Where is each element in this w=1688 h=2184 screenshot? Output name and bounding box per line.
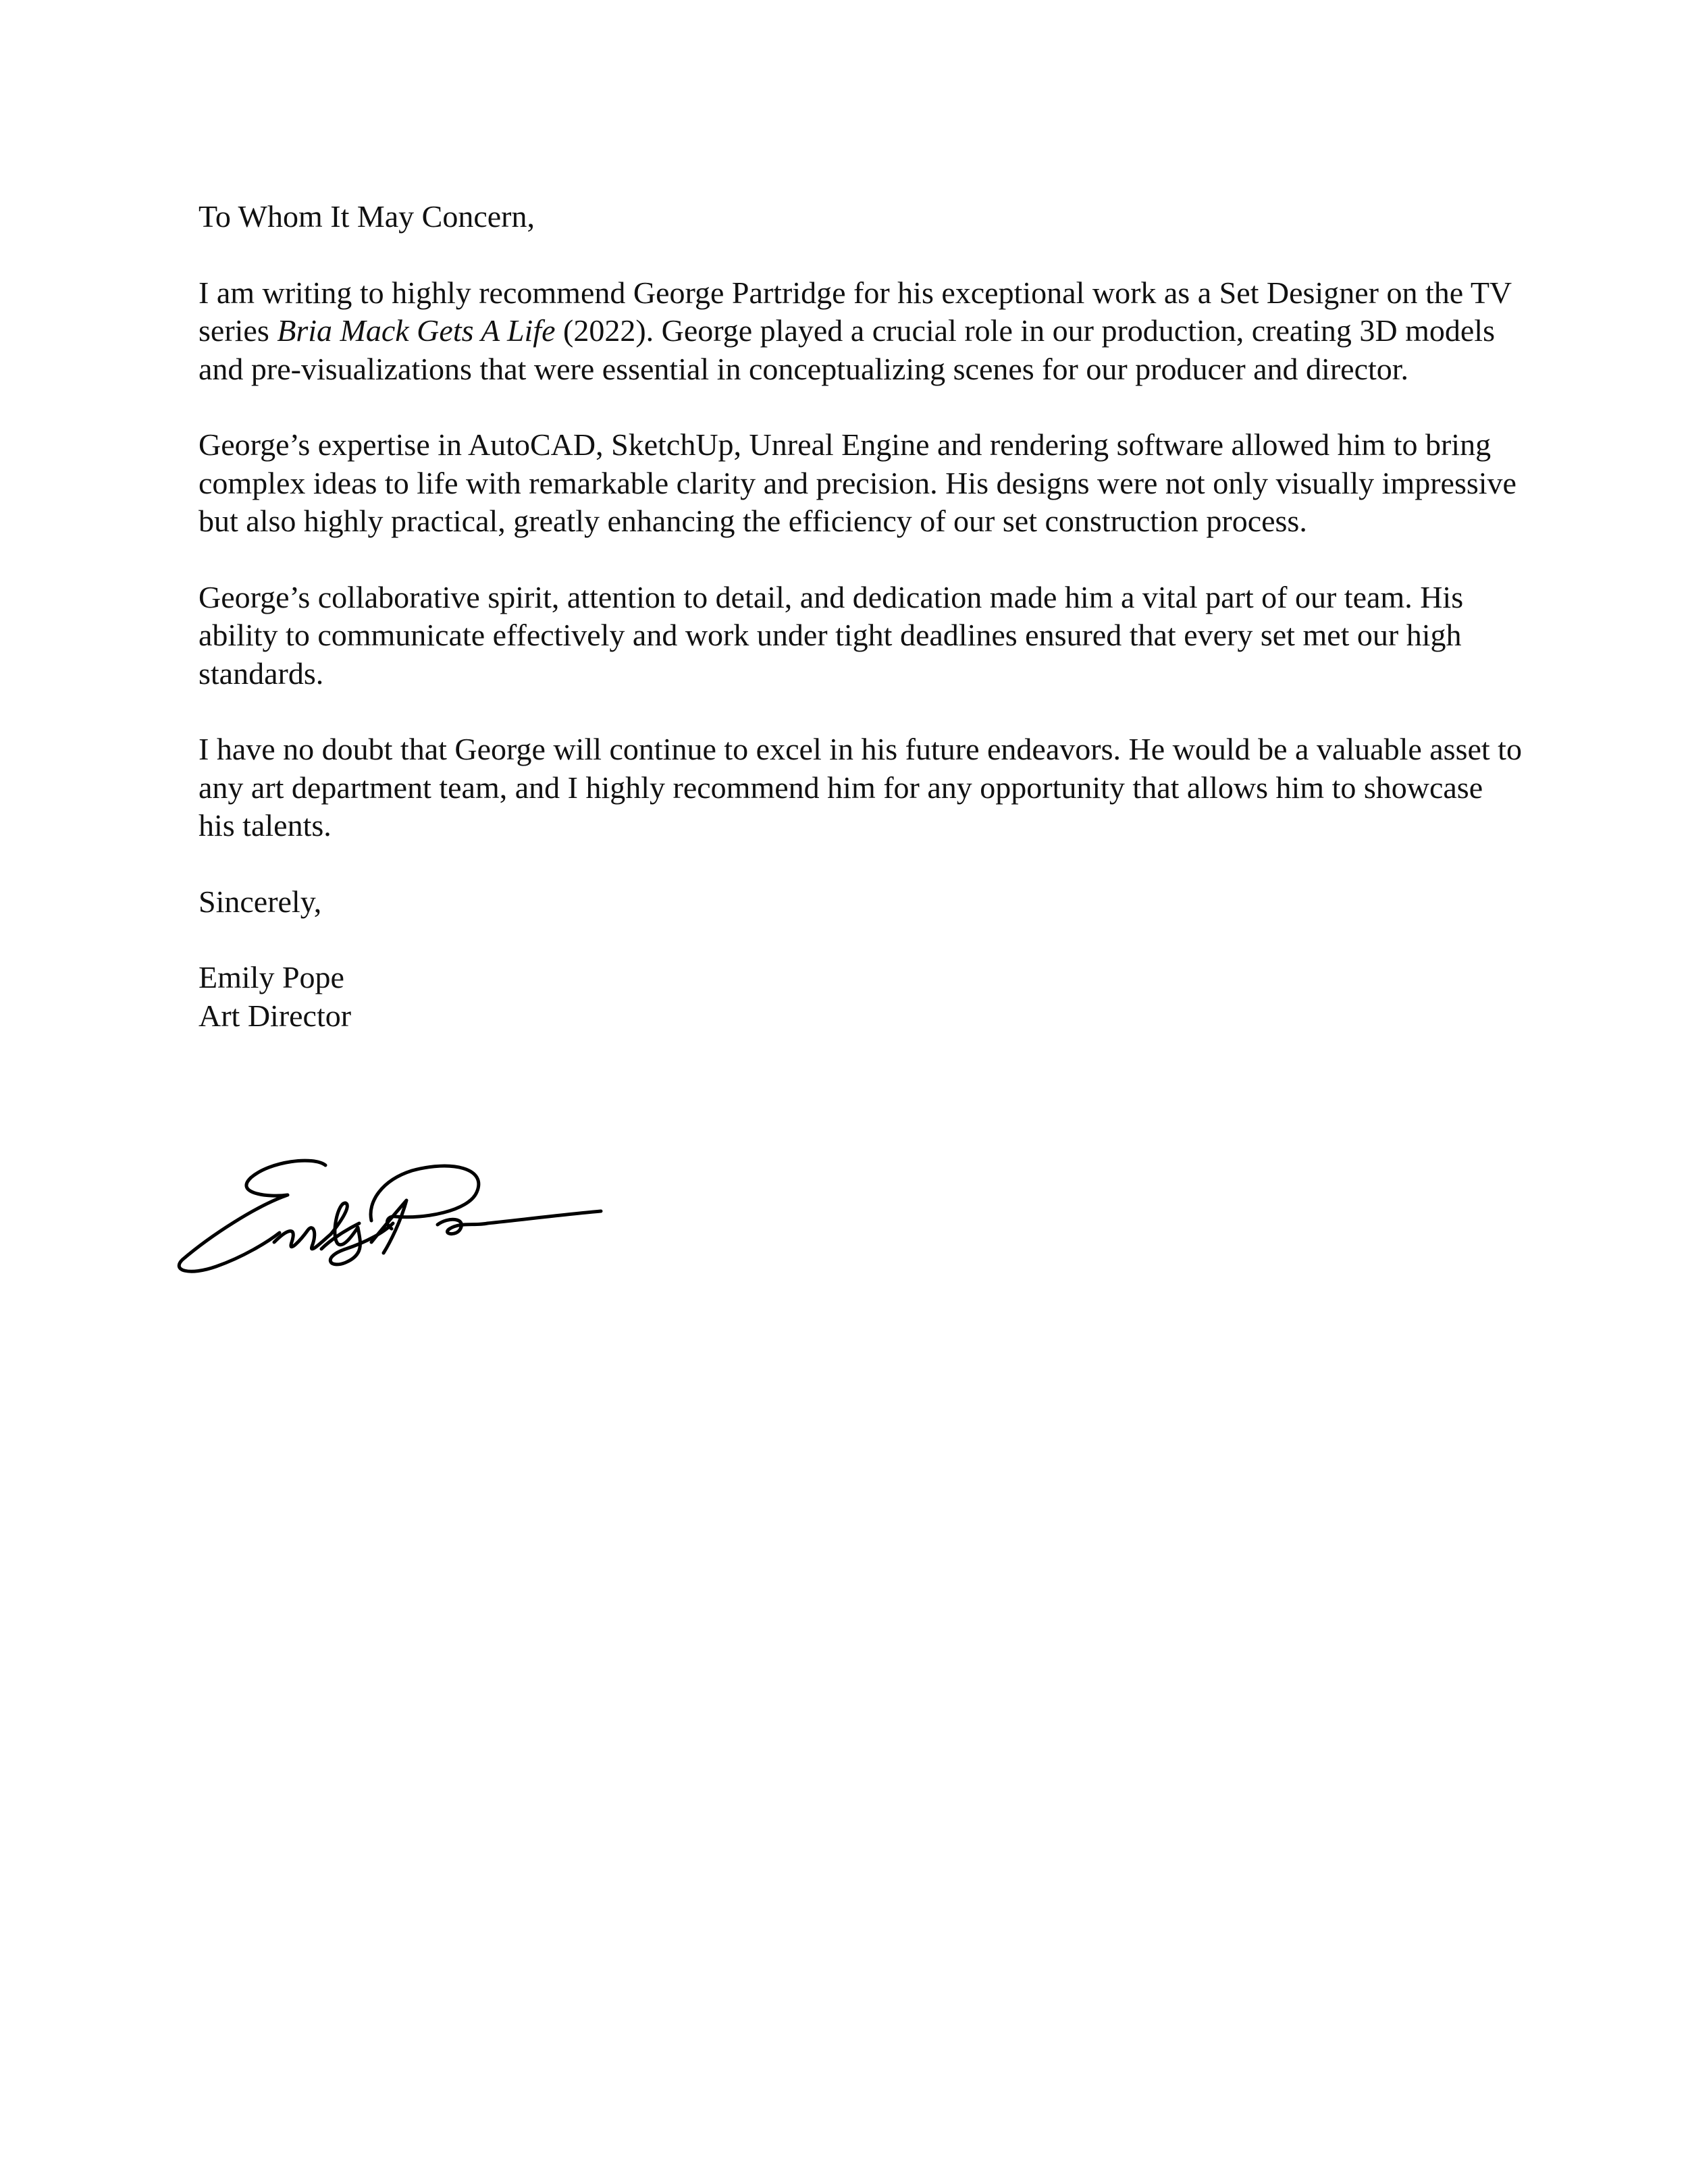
salutation: To Whom It May Concern,: [199, 199, 535, 234]
signer-block: [199, 959, 1522, 1035]
paragraph-1-text-after: (2022). George played a crucial role in our production, creating 3D models and pre-visualizations that were essential in conceptualizing scenes for our producer and director.: [199, 313, 1495, 386]
letter-body: [199, 198, 1522, 1035]
paragraph-1-text-before: I am writing to highly recommend George Partridge for his exceptional work as a Set Designer on the TV series: [199, 275, 1512, 348]
handwritten-signature: [169, 1141, 608, 1289]
paragraph-3: George’s collaborative spirit, attention to detail, and dedication made him a vital part of our team. His ability to communicate effectively and work under tight deadlines ensured that every set met our high standards.: [199, 579, 1464, 691]
signer-title: Art Director: [199, 998, 352, 1033]
closing: Sincerely,: [199, 884, 322, 919]
signature-drawing: [169, 1141, 608, 1289]
paragraph-2: George’s expertise in AutoCAD, SketchUp, Unreal Engine and rendering software allowed him to bring complex ideas to life with remarkable clarity and precision. His designs were not only visually impressive but also highly practical, greatly enhancing the efficiency of our set construction process.: [199, 427, 1516, 538]
paragraph-4: I have no doubt that George will continue to excel in his future endeavors. He would be a valuable asset to any art department team, and I highly recommend him for any opportunity that allows him to showcase his talents.: [199, 732, 1522, 843]
show-title: Bria Mack Gets A Life: [277, 313, 556, 348]
paragraph-1: [199, 274, 1522, 389]
signer-name: Emily Pope: [199, 960, 344, 994]
